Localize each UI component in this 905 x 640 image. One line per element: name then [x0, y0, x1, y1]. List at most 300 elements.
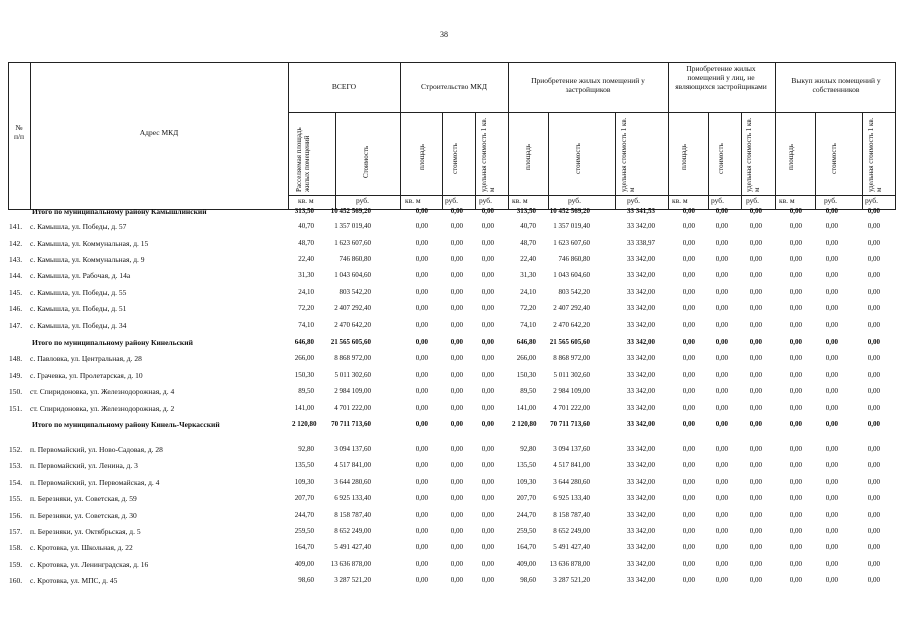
row-value: 0,00: [481, 576, 494, 584]
row-value: 74,10: [298, 321, 314, 329]
row-value: 0,00: [450, 222, 463, 230]
unit-label: руб.: [568, 196, 581, 205]
row-value: 0,00: [715, 371, 728, 379]
row-value: 0,00: [867, 494, 880, 502]
row-value: 0,00: [682, 543, 695, 551]
row-value: 0,00: [450, 371, 463, 379]
row-value: 4 517 841,00: [553, 461, 590, 469]
row-value: 0,00: [825, 478, 838, 486]
row-value: 0,00: [682, 338, 695, 346]
sub-total-cost: Стоимость: [362, 145, 370, 178]
sub-header: стоимость: [830, 143, 838, 174]
row-value: 0,00: [867, 478, 880, 486]
row-value: 0,00: [749, 445, 762, 453]
table-row: [0, 321, 905, 333]
row-value: 33 342,00: [627, 371, 655, 379]
row-value: 0,00: [825, 371, 838, 379]
row-value: 0,00: [867, 560, 880, 568]
row-value: 0,00: [682, 222, 695, 230]
subtotal-row: [0, 207, 905, 219]
row-value: 0,00: [749, 354, 762, 362]
row-value: 33 342,00: [627, 404, 655, 412]
row-value: 33 342,00: [627, 461, 655, 469]
row-value: 0,00: [789, 543, 802, 551]
row-value: 0,00: [789, 371, 802, 379]
unit-label: руб.: [627, 196, 640, 205]
row-value: 2 120,80: [292, 420, 317, 428]
row-value: 0,00: [715, 239, 728, 247]
row-value: 0,00: [481, 404, 494, 412]
col-num-header: № п/п: [13, 123, 25, 141]
row-value: 0,00: [789, 511, 802, 519]
row-value: 135,50: [294, 461, 314, 469]
unit-label: руб.: [865, 196, 878, 205]
row-address: с. Камышла, ул. Победы, д. 55: [30, 288, 127, 297]
row-value: 1 357 019,40: [553, 222, 590, 230]
row-value: 0,00: [450, 527, 463, 535]
unit-label: кв. м: [779, 196, 795, 205]
row-value: 40,70: [520, 222, 536, 230]
subtotal-row: [0, 420, 905, 432]
row-value: 8 868 972,00: [553, 354, 590, 362]
row-value: 6 925 133,40: [553, 494, 590, 502]
row-value: 2 984 109,00: [334, 387, 371, 395]
row-value: 0,00: [682, 321, 695, 329]
row-address: п. Первомайский, ул. Ленина, д. 3: [30, 461, 138, 470]
row-value: 0,00: [415, 461, 428, 469]
row-value: 150,30: [516, 371, 536, 379]
row-value: 0,00: [415, 222, 428, 230]
row-value: 0,00: [682, 404, 695, 412]
table-row: [0, 445, 905, 457]
row-value: 0,00: [415, 239, 428, 247]
row-value: 0,00: [415, 255, 428, 263]
row-value: 33 342,00: [627, 478, 655, 486]
row-value: 0,00: [682, 494, 695, 502]
table-row: [0, 371, 905, 383]
row-value: 0,00: [789, 304, 802, 312]
row-value: 13 636 878,00: [549, 560, 590, 568]
row-value: 2 470 642,20: [553, 321, 590, 329]
row-value: 0,00: [450, 255, 463, 263]
row-value: 259,50: [516, 527, 536, 535]
unit-label: руб.: [746, 196, 759, 205]
row-number: 155.: [9, 494, 23, 503]
row-number: 152.: [9, 445, 23, 454]
row-number: 158.: [9, 543, 23, 552]
row-value: 135,50: [516, 461, 536, 469]
row-value: 0,00: [867, 371, 880, 379]
row-number: 153.: [9, 461, 23, 470]
row-value: 0,00: [682, 255, 695, 263]
row-value: 409,00: [294, 560, 314, 568]
row-value: 0,00: [450, 207, 463, 215]
row-value: 0,00: [682, 288, 695, 296]
table-row: [0, 239, 905, 251]
row-value: 0,00: [749, 420, 762, 428]
row-value: 0,00: [415, 511, 428, 519]
table-row: [0, 527, 905, 539]
row-value: 0,00: [749, 543, 762, 551]
row-value: 0,00: [450, 404, 463, 412]
row-value: 266,00: [294, 354, 314, 362]
row-value: 0,00: [749, 321, 762, 329]
row-address: с. Кротовка, ул. МПС, д. 45: [30, 576, 118, 585]
row-value: 0,00: [481, 371, 494, 379]
row-value: 3 094 137,60: [334, 445, 371, 453]
row-value: 33 342,00: [627, 321, 655, 329]
row-value: 0,00: [481, 354, 494, 362]
row-value: 0,00: [825, 354, 838, 362]
row-value: 0,00: [825, 511, 838, 519]
row-address: с. Кротовка, ул. Ленинградская, д. 16: [30, 560, 149, 569]
row-value: 0,00: [715, 207, 728, 215]
row-value: 0,00: [715, 461, 728, 469]
row-value: 141,00: [294, 404, 314, 412]
row-value: 0,00: [867, 338, 880, 346]
row-value: 33 342,00: [627, 387, 655, 395]
row-value: 0,00: [682, 511, 695, 519]
row-value: 0,00: [749, 271, 762, 279]
row-value: 0,00: [715, 478, 728, 486]
row-value: 0,00: [682, 207, 695, 215]
table-row: [0, 511, 905, 523]
row-number: 160.: [9, 576, 23, 585]
row-value: 0,00: [415, 371, 428, 379]
group-construction: Строительство МКД: [420, 82, 488, 91]
sub-header: стоимость: [574, 143, 582, 174]
row-value: 1 357 019,40: [334, 222, 371, 230]
row-value: 72,20: [520, 304, 536, 312]
row-address: ст. Спиридоновка, ул. Железнодорожная, д. 2: [30, 404, 175, 413]
row-value: 2 120,80: [512, 420, 537, 428]
row-value: 0,00: [789, 222, 802, 230]
unit-label: кв. м: [512, 196, 528, 205]
sub-header: стоимость: [451, 143, 459, 174]
row-value: 0,00: [867, 511, 880, 519]
row-value: 0,00: [450, 338, 463, 346]
row-value: 646,80: [516, 338, 536, 346]
unit-label: руб.: [479, 196, 492, 205]
row-value: 0,00: [825, 321, 838, 329]
row-value: 33 338,97: [627, 239, 655, 247]
row-value: 0,00: [682, 354, 695, 362]
group-total: ВСЕГО: [331, 82, 357, 91]
unit-label: руб.: [711, 196, 724, 205]
table-row: [0, 494, 905, 506]
row-value: 89,50: [298, 387, 314, 395]
row-value: 0,00: [867, 207, 880, 215]
row-value: 0,00: [481, 304, 494, 312]
row-value: 0,00: [825, 445, 838, 453]
row-value: 0,00: [715, 255, 728, 263]
row-value: 0,00: [450, 511, 463, 519]
row-value: 0,00: [825, 288, 838, 296]
row-value: 0,00: [825, 338, 838, 346]
row-value: 8 158 787,40: [334, 511, 371, 519]
row-value: 0,00: [481, 494, 494, 502]
row-value: 0,00: [481, 222, 494, 230]
row-value: 0,00: [715, 527, 728, 535]
row-value: 8 868 972,00: [334, 354, 371, 362]
row-address: Итого по муниципальному району Кинель-Черкасский: [32, 420, 220, 429]
row-value: 0,00: [415, 271, 428, 279]
row-value: 0,00: [825, 404, 838, 412]
row-value: 0,00: [415, 445, 428, 453]
row-value: 409,00: [516, 560, 536, 568]
row-value: 259,50: [294, 527, 314, 535]
row-value: 2 984 109,00: [553, 387, 590, 395]
row-value: 0,00: [415, 420, 428, 428]
table-row: [0, 288, 905, 300]
row-value: 0,00: [415, 288, 428, 296]
row-value: 0,00: [749, 338, 762, 346]
row-value: 0,00: [682, 304, 695, 312]
row-value: 0,00: [867, 576, 880, 584]
sub-header: стоимость: [717, 143, 725, 174]
row-value: 0,00: [481, 338, 494, 346]
row-value: 0,00: [789, 576, 802, 584]
sub-header: площадь: [524, 144, 532, 170]
row-value: 33 342,00: [627, 527, 655, 535]
table-row: [0, 560, 905, 572]
row-value: 0,00: [415, 494, 428, 502]
sub-header: площадь: [418, 144, 426, 170]
row-value: 8 652 249,00: [334, 527, 371, 535]
row-address: с. Павловка, ул. Центральная, д. 28: [30, 354, 142, 363]
row-value: 0,00: [682, 527, 695, 535]
row-value: 207,70: [294, 494, 314, 502]
table-row: [0, 387, 905, 399]
row-value: 0,00: [481, 321, 494, 329]
row-value: 0,00: [867, 288, 880, 296]
row-number: 142.: [9, 239, 23, 248]
row-number: 154.: [9, 478, 23, 487]
unit-label: кв. м: [298, 196, 314, 205]
row-value: 5 011 302,60: [334, 371, 371, 379]
row-value: 0,00: [715, 321, 728, 329]
row-value: 0,00: [715, 338, 728, 346]
row-value: 141,00: [516, 404, 536, 412]
row-value: 0,00: [749, 494, 762, 502]
row-address: с. Камышла, ул. Победы, д. 34: [30, 321, 127, 330]
row-value: 0,00: [749, 576, 762, 584]
row-number: 150.: [9, 387, 23, 396]
row-value: 0,00: [415, 527, 428, 535]
row-value: 40,70: [298, 222, 314, 230]
row-address: с. Кротовка, ул. Школьная, д. 22: [30, 543, 133, 552]
row-value: 33 342,00: [627, 445, 655, 453]
row-value: 0,00: [749, 288, 762, 296]
row-value: 31,30: [298, 271, 314, 279]
row-value: 0,00: [789, 207, 802, 215]
row-value: 0,00: [682, 387, 695, 395]
row-value: 8 652 249,00: [553, 527, 590, 535]
row-value: 0,00: [789, 354, 802, 362]
table-row: [0, 543, 905, 555]
row-address: с. Камышла, ул. Победы, д. 57: [30, 222, 127, 231]
row-value: 0,00: [867, 445, 880, 453]
row-value: 0,00: [825, 387, 838, 395]
sub-header: удельная стоимость 1 кв. м: [867, 117, 883, 192]
row-value: 0,00: [789, 288, 802, 296]
row-address: с. Камышла, ул. Коммунальная, д. 15: [30, 239, 149, 248]
row-value: 0,00: [825, 304, 838, 312]
row-value: 0,00: [825, 271, 838, 279]
row-value: 33 342,00: [627, 354, 655, 362]
row-value: 0,00: [415, 304, 428, 312]
row-value: 0,00: [715, 387, 728, 395]
row-value: 10 452 569,20: [549, 207, 590, 215]
row-value: 5 491 427,40: [553, 543, 590, 551]
row-value: 0,00: [715, 445, 728, 453]
sub-header: площадь: [680, 144, 688, 170]
row-value: 0,00: [789, 387, 802, 395]
row-value: 0,00: [415, 560, 428, 568]
row-value: 24,10: [520, 288, 536, 296]
row-value: 0,00: [749, 207, 762, 215]
row-address: п. Березняки, ул. Советская, д. 59: [30, 494, 137, 503]
row-number: 159.: [9, 560, 23, 569]
row-value: 0,00: [450, 304, 463, 312]
row-value: 0,00: [825, 239, 838, 247]
row-value: 0,00: [749, 560, 762, 568]
row-value: 164,70: [294, 543, 314, 551]
row-value: 0,00: [682, 371, 695, 379]
row-value: 0,00: [867, 321, 880, 329]
row-value: 0,00: [682, 560, 695, 568]
table-row: [0, 404, 905, 416]
row-value: 0,00: [715, 420, 728, 428]
row-address: п. Березняки, ул. Октябрьская, д. 5: [30, 527, 141, 536]
row-value: 0,00: [450, 321, 463, 329]
table-row: [0, 271, 905, 283]
table-row: [0, 576, 905, 588]
row-value: 4 517 841,00: [334, 461, 371, 469]
row-value: 0,00: [825, 420, 838, 428]
row-value: 0,00: [481, 207, 494, 215]
row-value: 33 342,00: [627, 255, 655, 263]
row-value: 0,00: [481, 420, 494, 428]
row-value: 0,00: [749, 527, 762, 535]
row-value: 0,00: [450, 494, 463, 502]
row-value: 207,70: [516, 494, 536, 502]
row-value: 0,00: [715, 288, 728, 296]
row-value: 0,00: [450, 288, 463, 296]
row-value: 0,00: [415, 387, 428, 395]
row-value: 3 094 137,60: [553, 445, 590, 453]
page-number: 38: [440, 30, 448, 39]
row-address: п. Березняки, ул. Советская, д. 30: [30, 511, 137, 520]
row-value: 0,00: [450, 461, 463, 469]
row-value: 0,00: [682, 445, 695, 453]
row-value: 3 287 521,20: [553, 576, 590, 584]
row-value: 0,00: [749, 511, 762, 519]
row-number: 143.: [9, 255, 23, 264]
table-row: [0, 255, 905, 267]
sub-header: удельная стоимость 1 кв. м: [620, 117, 636, 192]
row-value: 0,00: [789, 445, 802, 453]
unit-label: кв. м: [405, 196, 421, 205]
row-value: 0,00: [825, 461, 838, 469]
row-value: 0,00: [481, 445, 494, 453]
row-value: 244,70: [516, 511, 536, 519]
row-value: 803 542,20: [339, 288, 371, 296]
row-address: ст. Спиридоновка, ул. Железнодорожная, д. 4: [30, 387, 175, 396]
row-value: 0,00: [415, 576, 428, 584]
row-value: 1 043 604,60: [334, 271, 371, 279]
row-value: 0,00: [825, 527, 838, 535]
row-value: 0,00: [789, 404, 802, 412]
row-value: 0,00: [450, 239, 463, 247]
row-value: 244,70: [294, 511, 314, 519]
row-value: 0,00: [450, 271, 463, 279]
row-value: 0,00: [867, 255, 880, 263]
row-value: 70 711 713,60: [331, 420, 371, 428]
row-value: 33 342,00: [627, 511, 655, 519]
row-number: 141.: [9, 222, 23, 231]
row-value: 0,00: [450, 560, 463, 568]
row-value: 0,00: [481, 527, 494, 535]
row-value: 0,00: [749, 404, 762, 412]
row-address: п. Первомайский, ул. Первомайская, д. 4: [30, 478, 160, 487]
row-value: 92,80: [298, 445, 314, 453]
row-value: 0,00: [715, 543, 728, 551]
row-value: 746 860,80: [558, 255, 590, 263]
group-non-developers: Приобретение жилых помещений у лиц, не являющихся застройщиками: [675, 64, 767, 91]
row-value: 0,00: [789, 338, 802, 346]
row-value: 0,00: [825, 494, 838, 502]
row-value: 98,60: [520, 576, 536, 584]
row-value: 0,00: [682, 420, 695, 428]
row-value: 33 342,00: [627, 338, 655, 346]
row-value: 22,40: [520, 255, 536, 263]
row-value: 0,00: [867, 527, 880, 535]
row-value: 8 158 787,40: [553, 511, 590, 519]
row-value: 803 542,20: [558, 288, 590, 296]
table-row: [0, 304, 905, 316]
row-value: 2 407 292,40: [553, 304, 590, 312]
row-value: 0,00: [789, 420, 802, 428]
row-value: 0,00: [825, 255, 838, 263]
row-value: 0,00: [715, 354, 728, 362]
row-value: 0,00: [867, 461, 880, 469]
row-value: 0,00: [715, 271, 728, 279]
row-value: 21 565 605,60: [330, 338, 371, 346]
col-address-header: Адрес МКД: [139, 128, 179, 137]
row-value: 0,00: [682, 461, 695, 469]
row-value: 0,00: [825, 560, 838, 568]
row-value: 3 644 280,60: [334, 478, 371, 486]
row-value: 33 342,00: [627, 288, 655, 296]
row-value: 0,00: [481, 560, 494, 568]
row-value: 0,00: [867, 387, 880, 395]
row-value: 646,80: [294, 338, 314, 346]
row-value: 92,80: [520, 445, 536, 453]
row-value: 0,00: [481, 461, 494, 469]
row-number: 146.: [9, 304, 23, 313]
unit-label: кв. м: [672, 196, 688, 205]
unit-label: руб.: [824, 196, 837, 205]
row-value: 0,00: [867, 543, 880, 551]
row-number: 145.: [9, 288, 23, 297]
row-value: 0,00: [415, 543, 428, 551]
row-value: 0,00: [749, 461, 762, 469]
row-value: 0,00: [481, 239, 494, 247]
sub-header: удельная стоимость 1 кв. м: [745, 117, 761, 192]
row-value: 0,00: [415, 321, 428, 329]
row-value: 98,60: [298, 576, 314, 584]
